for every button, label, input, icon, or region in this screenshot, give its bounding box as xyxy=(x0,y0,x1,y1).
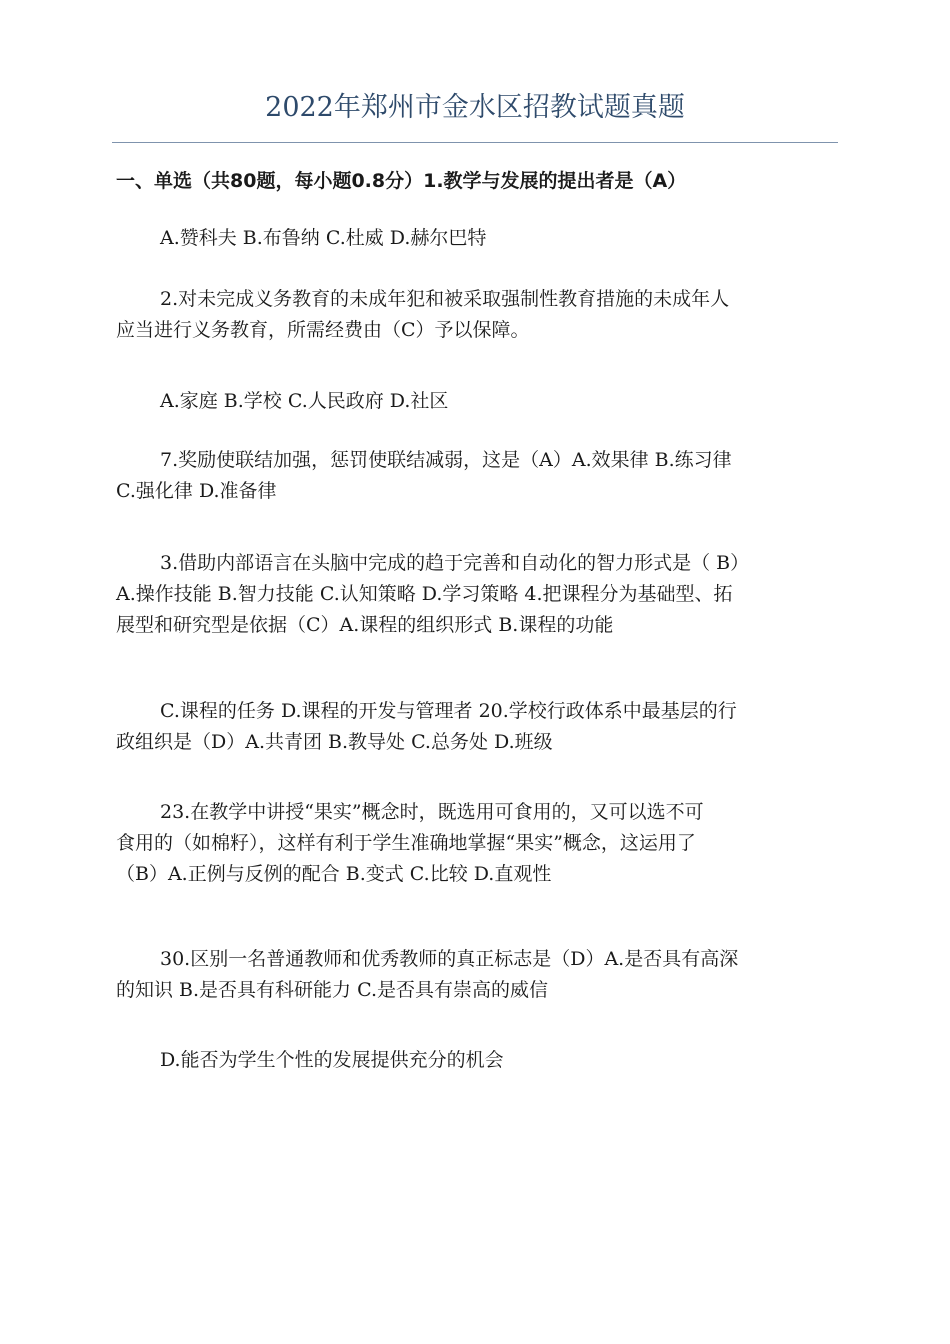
paragraph-q23 xyxy=(116,797,838,890)
text-line: 展型和研究型是依据（C）A.课程的组织形式 B.课程的功能 xyxy=(116,614,614,636)
text-line: 23.在教学中讲授“果实”概念时，既选用可食用的，又可以选不可 xyxy=(160,801,704,823)
paragraph-q2-options xyxy=(116,386,838,417)
text-line: A.赞科夫 B.布鲁纳 C.杜威 D.赫尔巴特 xyxy=(160,227,487,249)
text-line: 的知识 B.是否具有科研能力 C.是否具有崇高的威信 xyxy=(116,979,548,1001)
text-line: 30.区别一名普通教师和优秀教师的真正标志是（D）A.是否具有高深 xyxy=(160,948,739,970)
title-divider xyxy=(112,142,838,143)
text-line: A.操作技能 B.智力技能 C.认知策略 D.学习策略 4.把课程分为基础型、拓 xyxy=(116,583,733,605)
paragraph-q20 xyxy=(116,696,838,758)
text-line: A.家庭 B.学校 C.人民政府 D.社区 xyxy=(160,390,449,412)
text-line: （B）A.正例与反例的配合 B.变式 C.比较 D.直观性 xyxy=(116,863,552,885)
paragraph-q30 xyxy=(116,944,838,1006)
text-line: 政组织是（D）A.共青团 B.教导处 C.总务处 D.班级 xyxy=(116,731,553,753)
text-line: 2.对未完成义务教育的未成年犯和被采取强制性教育措施的未成年人 xyxy=(160,288,730,310)
section-heading: 一、单选（共80题，每小题0.8分）1.教学与发展的提出者是（A） xyxy=(116,170,687,192)
text-line: C.课程的任务 D.课程的开发与管理者 20.学校行政体系中最基层的行 xyxy=(160,700,737,722)
text-line: 7.奖励使联结加强，惩罚使联结减弱，这是（A）A.效果律 B.练习律 xyxy=(160,449,732,471)
paragraph-q7 xyxy=(116,445,838,507)
text-line: 应当进行义务教育，所需经费由（C）予以保障。 xyxy=(116,319,530,341)
paragraph-q30-option-d xyxy=(116,1045,838,1076)
paragraph-q2 xyxy=(116,284,838,346)
text-line: 食用的（如棉籽），这样有利于学生准确地掌握“果实”概念，这运用了 xyxy=(116,832,696,854)
paragraph-q3-q4 xyxy=(116,548,838,641)
paragraph-q1-options xyxy=(116,223,838,254)
text-line: D.能否为学生个性的发展提供充分的机会 xyxy=(160,1049,504,1071)
text-line: C.强化律 D.准备律 xyxy=(116,480,277,502)
text-line: 3.借助内部语言在头脑中完成的趋于完善和自动化的智力形式是（ B） xyxy=(160,552,750,574)
document-title: 2022年郑州市金水区招教试题真题 xyxy=(265,92,685,123)
